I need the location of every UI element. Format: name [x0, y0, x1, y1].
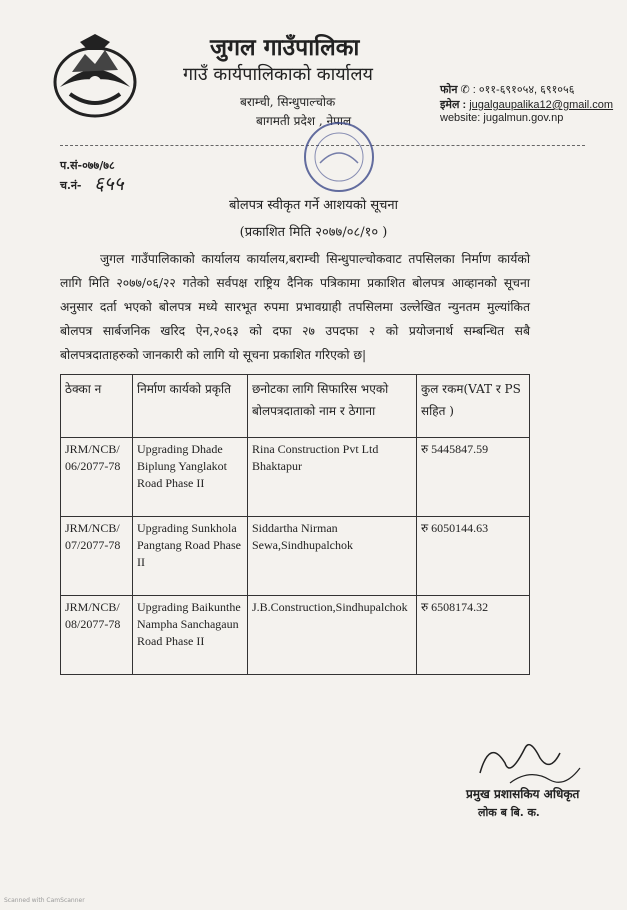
- header-amount: कुल रकम(VAT र PS सहित ): [417, 375, 530, 438]
- email-label: इमेल :: [440, 99, 467, 111]
- phone-icon: ✆: [460, 84, 470, 96]
- nepal-emblem-logo: [50, 32, 140, 122]
- phone-info: [440, 82, 574, 97]
- table-row: [61, 517, 530, 596]
- table-row: [61, 438, 530, 517]
- address-line1: बराम्ची, सिन्धुपाल्चोक: [240, 95, 336, 109]
- website-info: website: jugalmun.gov.np: [440, 112, 564, 124]
- work-description: Upgrading Baikunthe Nampha Sanchagaun Road Phase II: [133, 596, 248, 675]
- address-line2: बागमती प्रदेश , नेपाल: [256, 114, 352, 128]
- email-info: [440, 97, 613, 112]
- notice-body: जुगल गाउँपालिकाको कार्यालय कार्यालय,बराम्ची सिन्धुपाल्चोकवाट तपसिलका निर्माण कार्यको लागि मिति २०७७/०६/२२ गतेको सर्वपक्ष राष्ट्रिय दैनिक पत्रिकामा प्रकाशित बोलपत्र आव्हानको सूचना अनुसार दर्ता भएको बोलपत्र मध्ये सारभूत रुपमा प्रभावग्राही तपसिलमा उल्लेखित न्युनतम मुल्यांकित बोलपत्र सार्बजनिक खरिद ऐन,२०६३ को दफा २७ उपदफा २ को प्रयोजनार्थ सम्बन्धित सबै बोलपत्रदाताहरुको जानकारी को लागि यो सूचना प्रकाशित गरिएको छ|: [60, 252, 530, 362]
- scanner-watermark: Scanned with CamScanner: [4, 897, 85, 904]
- phone-value: : ०११-६९१०५४, ६९१०५६: [472, 84, 575, 96]
- phone-label: फोन: [440, 84, 458, 96]
- bidder-name: Siddartha Nirman Sewa,Sindhupalchok: [248, 517, 417, 596]
- officer-name: लोक ब बि. क.: [478, 806, 540, 819]
- reference-number: प.सं-०७७/७८: [60, 159, 115, 172]
- office-subtitle: गाउँ कार्यपालिकाको कार्यालय: [183, 64, 373, 85]
- table-row: [61, 596, 530, 675]
- work-description: Upgrading Sunkhola Pangtang Road Phase II: [133, 517, 248, 596]
- email-link[interactable]: jugalgaupalika12@gmail.com: [469, 99, 614, 111]
- header-contract-no: ठेक्का न: [61, 375, 133, 438]
- bid-table: [60, 374, 530, 675]
- bidder-name: J.B.Construction,Sindhupalchok: [248, 596, 417, 675]
- amount: रु 6508174.32: [417, 596, 530, 675]
- amount: रु 5445847.59: [417, 438, 530, 517]
- notice-heading: बोलपत्र स्वीकृत गर्ने आशयको सूचना: [229, 198, 398, 213]
- contract-no: JRM/NCB/ 08/2077-78: [61, 596, 133, 675]
- publication-date: (प्रकाशित मिति २०७७/०८/१० ): [239, 225, 388, 240]
- table-header-row: [61, 375, 530, 438]
- office-stamp: [300, 118, 378, 196]
- officer-title: प्रमुख प्रशासकिय अधिकृत: [466, 787, 580, 801]
- contract-no: JRM/NCB/ 07/2077-78: [61, 517, 133, 596]
- header-work-type: निर्माण कार्यको प्रकृति: [133, 375, 248, 438]
- dispatch-label: च.नं-: [60, 179, 82, 192]
- municipality-title: जुगल गाउँपालिका: [210, 34, 360, 61]
- bidder-name: Rina Construction Pvt Ltd Bhaktapur: [248, 438, 417, 517]
- contract-no: JRM/NCB/ 06/2077-78: [61, 438, 133, 517]
- header-bidder: छनोटका लागि सिफारिस भएको बोलपत्रदाताको नाम र ठेगाना: [248, 375, 417, 438]
- amount: रु 6050144.63: [417, 517, 530, 596]
- dispatch-number: ६५५: [94, 173, 124, 195]
- work-description: Upgrading Dhade Biplung Yanglakot Road Phase II: [133, 438, 248, 517]
